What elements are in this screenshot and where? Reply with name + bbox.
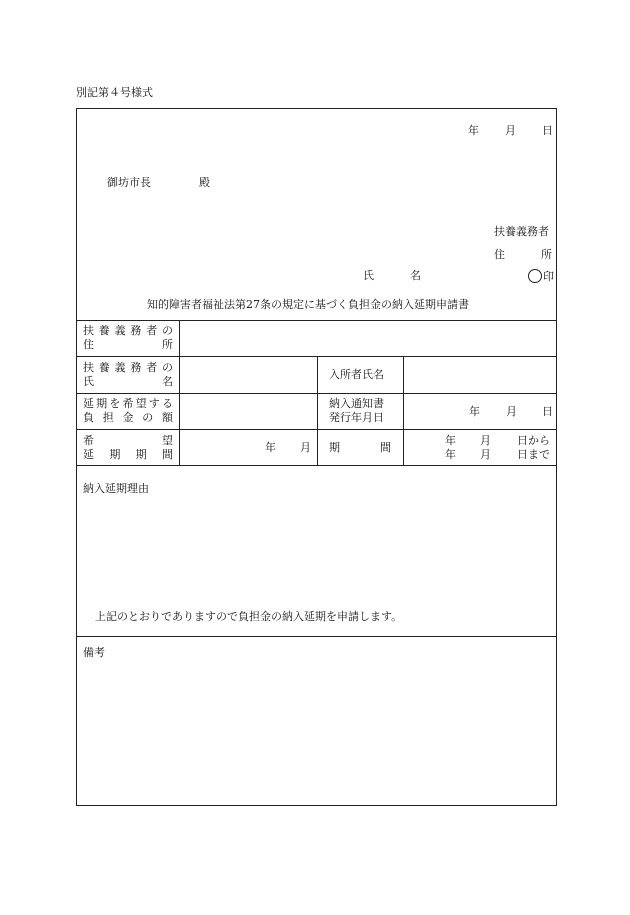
notice-date-month: 月 (506, 405, 517, 418)
desired-period-year: 年 (265, 441, 276, 454)
row1-label-line1: 扶 養 義 務 者 の (83, 324, 173, 337)
table-bottom-line (77, 465, 556, 466)
form-number-label: 別記第４号様式 (76, 86, 153, 99)
applicant-name-label-2: 名 (410, 269, 421, 282)
desired-period-month: 月 (300, 441, 311, 454)
period-from-day: 日から (517, 434, 550, 447)
addressee-honorific: 殿 (199, 176, 210, 189)
row4-label-line2: 延 期 期 間 (83, 448, 173, 461)
reason-bottom-line (77, 636, 556, 637)
notice-date-year: 年 (469, 405, 480, 418)
notice-date-label-line2: 発行年月日 (329, 411, 384, 424)
seal-label: 印 (543, 270, 554, 283)
header-date-day: 日 (542, 124, 553, 137)
period-to-month: 月 (480, 448, 491, 461)
seal-circle-icon (528, 269, 542, 283)
document-title: 知的障害者福祉法第27条の規定に基づく負担金の納入延期申請書 (147, 298, 469, 311)
seal-mark (528, 269, 554, 283)
table-top-line (77, 320, 556, 321)
remarks-label: 備考 (83, 646, 105, 659)
period-from-month: 月 (480, 434, 491, 447)
period-label-2: 間 (380, 441, 391, 454)
notice-date-day: 日 (542, 405, 553, 418)
period-from-year: 年 (445, 434, 456, 447)
application-form (76, 108, 557, 806)
header-date-year: 年 (468, 124, 479, 137)
period-to-year: 年 (445, 448, 456, 461)
row2-label-line2: 氏 名 (83, 375, 173, 388)
row1-label-line2: 住 所 (83, 338, 173, 351)
applicant-address-label-2: 所 (541, 248, 552, 261)
reason-label: 納入延期理由 (83, 482, 149, 495)
row2-label-line1: 扶 養 義 務 者 の (83, 361, 173, 374)
notice-date-label-line1: 納入通知書 (329, 397, 384, 410)
applicant-address-label-1: 住 (494, 248, 505, 261)
period-label-1: 期 (329, 441, 340, 454)
row4-label-line1: 希 望 (83, 434, 173, 447)
header-date-month: 月 (505, 124, 516, 137)
row3-label-line1: 延 期 を 希 望 す る (83, 397, 173, 410)
applicant-title: 扶養義務者 (494, 225, 549, 238)
right-column-line (403, 356, 404, 465)
declaration-text: 上記のとおりでありますので負担金の納入延期を申請します。 (95, 610, 403, 623)
row3-label-line2: 負 担 金 の 額 (83, 411, 173, 424)
period-to-day: 日まで (517, 448, 550, 461)
addressee-name: 御坊市長 (107, 176, 151, 189)
middle-column-line (317, 356, 318, 465)
applicant-name-label-1: 氏 (363, 269, 374, 282)
resident-name-label: 入所者氏名 (329, 368, 384, 381)
label-column-line (179, 320, 180, 465)
